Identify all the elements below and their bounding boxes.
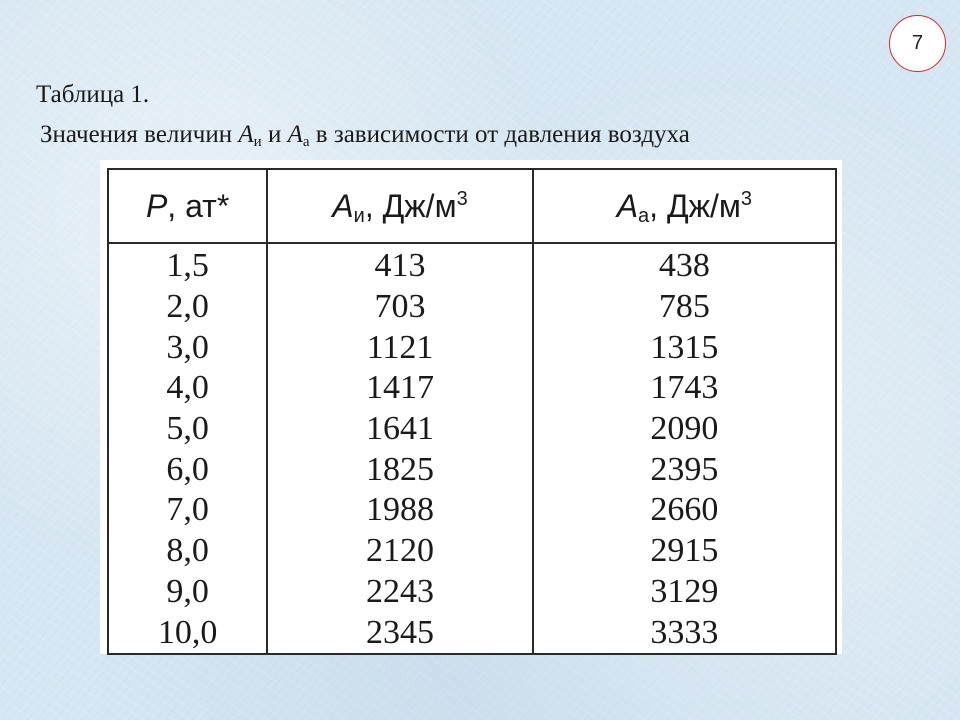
table-row (108, 287, 836, 328)
cell-a-i: 703 (267, 287, 533, 328)
header-a-a-superscript: 3 (740, 187, 753, 210)
cell-a-a: 2395 (533, 449, 836, 490)
cell-a-i: 2345 (267, 612, 533, 654)
table-row (108, 572, 836, 613)
caption-symbol-a-a: A (287, 121, 303, 148)
header-a-a-unit: , Дж/м (649, 187, 741, 224)
cell-pressure: 9,0 (108, 572, 267, 613)
header-a-a (533, 169, 836, 243)
header-a-i-superscript: 3 (456, 187, 468, 210)
cell-pressure: 10,0 (108, 612, 267, 654)
cell-a-i: 2243 (267, 572, 533, 613)
cell-pressure: 2,0 (108, 287, 267, 328)
table-row (108, 243, 836, 287)
cell-a-i: 2120 (267, 531, 533, 572)
cell-a-a: 2915 (533, 531, 836, 572)
cell-a-i: 413 (267, 243, 533, 287)
data-table (107, 168, 837, 655)
table-row (108, 531, 836, 572)
cell-a-a: 438 (533, 243, 836, 287)
header-a-i-unit: , Дж/м (364, 187, 457, 224)
cell-pressure: 8,0 (108, 531, 267, 572)
table-row (108, 612, 836, 654)
table-container (100, 160, 842, 654)
cell-a-a: 1315 (533, 327, 836, 368)
table-caption-label: Таблица 1. (36, 81, 150, 108)
caption-text-3: в зависимости от давления воздуха (309, 121, 690, 148)
cell-pressure: 5,0 (108, 409, 267, 450)
cell-a-i: 1417 (267, 368, 533, 409)
cell-a-a: 2090 (533, 409, 836, 450)
header-a-i (267, 169, 533, 243)
caption-subscript-i: и (253, 134, 262, 150)
caption-symbol-a-i: A (238, 121, 254, 148)
cell-pressure: 7,0 (108, 490, 267, 531)
table-caption-title (40, 120, 690, 150)
cell-a-a: 3129 (533, 572, 836, 613)
header-a-a-symbol: A (616, 187, 639, 224)
cell-pressure: 3,0 (108, 327, 267, 368)
cell-a-a: 2660 (533, 490, 836, 531)
cell-a-a: 1743 (533, 368, 836, 409)
table-row (108, 490, 836, 531)
header-pressure-symbol: P (145, 187, 168, 224)
caption-subscript-a: а (302, 134, 310, 150)
header-a-i-symbol: A (332, 187, 354, 224)
cell-a-i: 1121 (267, 327, 533, 368)
page-number-badge (889, 15, 946, 72)
caption-text-2: и (261, 121, 288, 148)
cell-pressure: 1,5 (108, 243, 267, 287)
table-header-row (108, 169, 836, 243)
header-pressure (108, 169, 267, 243)
page-number: 7 (911, 32, 924, 54)
table-row (108, 327, 836, 368)
cell-a-i: 1988 (267, 490, 533, 531)
cell-a-i: 1825 (267, 449, 533, 490)
header-a-i-subscript: и (353, 204, 365, 227)
cell-pressure: 4,0 (108, 368, 267, 409)
table-row (108, 409, 836, 450)
caption-text-1: Значения величин (40, 121, 239, 148)
cell-a-i: 1641 (267, 409, 533, 450)
table-row (108, 449, 836, 490)
table-row (108, 368, 836, 409)
header-pressure-unit: , ат* (167, 187, 230, 224)
header-a-a-subscript: а (638, 204, 650, 227)
cell-a-a: 785 (533, 287, 836, 328)
cell-pressure: 6,0 (108, 449, 267, 490)
cell-a-a: 3333 (533, 612, 836, 654)
